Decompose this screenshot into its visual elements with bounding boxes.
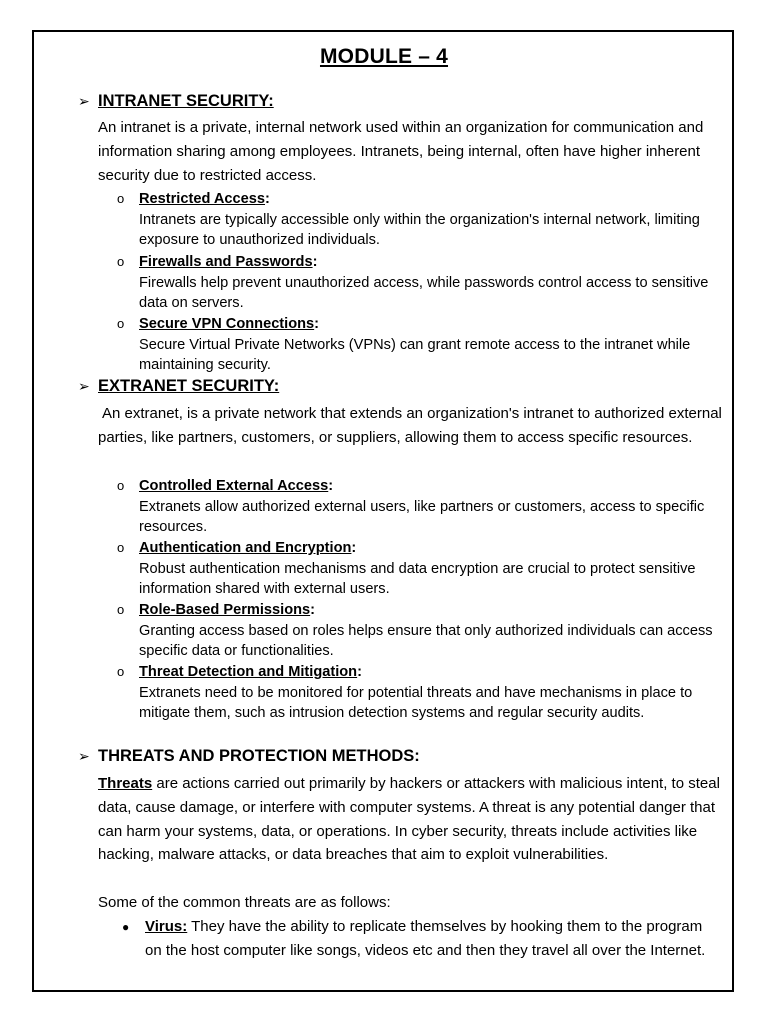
extranet-item: o Threat Detection and Mitigation: Extranets need to be monitored for potential threats and have mechanisms in place to mitigate them, such as intrusion detection systems and regular security audits. bbox=[117, 664, 693, 722]
circle-bullet-icon: o bbox=[117, 602, 125, 617]
extranet-item: o Role-Based Permissions: Granting access based on roles helps ensure that only authorized individuals can access specific data or functionalities. bbox=[117, 602, 713, 660]
circle-bullet-icon: o bbox=[117, 664, 125, 679]
section-heading-intranet: ➢ INTRANET SECURITY: bbox=[78, 92, 274, 110]
extranet-item: o Authentication and Encryption: Robust authentication mechanisms and data encryption are crucial to protect sensitive information shared with external users. bbox=[117, 540, 696, 598]
section-heading-extranet: ➢ EXTRANET SECURITY: bbox=[78, 377, 280, 395]
arrow-bullet-icon: ➢ bbox=[78, 93, 90, 109]
intranet-item: o Restricted Access: Intranets are typically accessible only within the organization's internal network, limiting exposure to unauthorized individuals. bbox=[117, 191, 700, 249]
circle-bullet-icon: o bbox=[117, 316, 125, 331]
page-title: MODULE – 4 bbox=[319, 45, 449, 68]
intranet-intro: An intranet is a private, internal network used within an organization for communication and information sharing among employees. Intranets, being internal, often have higher inherent security due to restricted access. bbox=[98, 119, 704, 184]
section-heading-threats: ➢ THREATS AND PROTECTION METHODS: bbox=[78, 747, 420, 765]
circle-bullet-icon: o bbox=[117, 478, 125, 493]
arrow-bullet-icon: ➢ bbox=[78, 378, 90, 394]
circle-bullet-icon: o bbox=[117, 540, 125, 555]
circle-bullet-icon: o bbox=[117, 191, 125, 206]
threats-intro: Threats are actions carried out primarily by hackers or attackers with malicious intent, to steal data, cause damage, or interfere with computer systems. A threat is any potential danger that can harm your systems, data, or operations. In cyber security, threats include activities like hacking, malware attacks, or data breaches that aim to exploit vulnerabilities. bbox=[98, 775, 720, 864]
extranet-item: o Controlled External Access: Extranets allow authorized external users, like partners or customers, access to specific resources. bbox=[117, 478, 705, 536]
threat-item: ● Virus: They have the ability to replicate themselves by hooking them to the program on the host computer like songs, videos etc and then they travel all over the Internet. bbox=[122, 918, 706, 959]
circle-bullet-icon: o bbox=[117, 254, 125, 269]
disc-bullet-icon: ● bbox=[122, 920, 130, 934]
intranet-item: o Firewalls and Passwords: Firewalls help prevent unauthorized access, while passwords control access to sensitive data on servers. bbox=[117, 254, 709, 312]
threats-common-intro: Some of the common threats are as follows: bbox=[98, 894, 391, 911]
extranet-intro: An extranet, is a private network that extends an organization's intranet to authorized external parties, like partners, customers, or suppliers, allowing them to access specific resources. bbox=[98, 405, 722, 446]
intranet-item: o Secure VPN Connections: Secure Virtual Private Networks (VPNs) can grant remote access to the intranet while maintaining security. bbox=[117, 316, 691, 374]
arrow-bullet-icon: ➢ bbox=[78, 748, 90, 764]
